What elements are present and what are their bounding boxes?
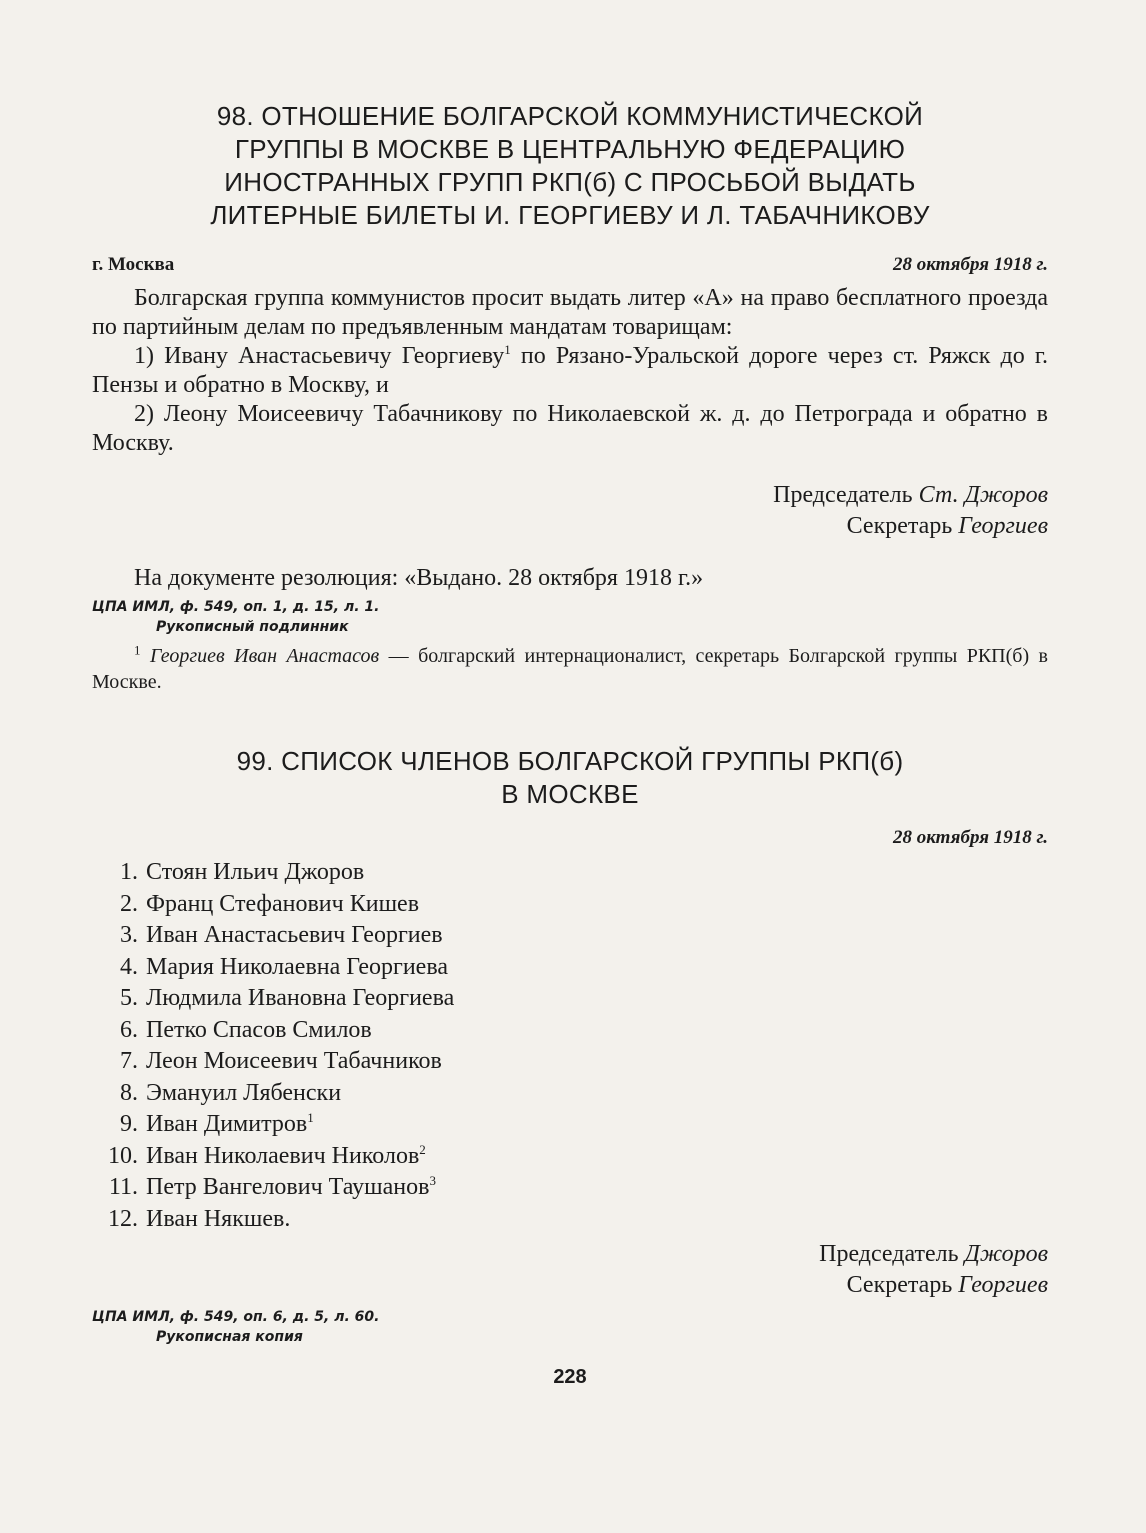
label: Секретарь	[846, 1272, 959, 1298]
footnote	[92, 643, 1048, 695]
place: г. Москва	[92, 254, 175, 275]
member-number: 7.	[120, 1048, 138, 1074]
member-number: 12.	[108, 1205, 138, 1232]
member-item	[104, 857, 1048, 889]
member-number: 6.	[120, 1016, 138, 1043]
footnote-ref: 1	[504, 342, 511, 357]
archive-note: Рукописная копия	[156, 1329, 303, 1345]
member-name: Иван Анастасьевич Георгиев	[146, 922, 443, 948]
doc98-body	[92, 284, 1048, 458]
page-number: 228	[553, 1366, 587, 1388]
member-name: Франц Стефанович Кишев	[146, 890, 420, 917]
doc99-signatures	[92, 1239, 1048, 1301]
member-item	[104, 1172, 1048, 1204]
title-line: ГРУППЫ В МОСКВЕ В ЦЕНТРАЛЬНУЮ ФЕДЕРАЦИЮ	[234, 134, 906, 164]
archive-note: Рукописный подлинник	[156, 619, 349, 635]
member-number: 3.	[120, 922, 138, 948]
label: Секретарь	[846, 513, 959, 539]
intro-paragraph: Болгарская группа коммунистов просит выдать литер «А» на право бесплатного проезда по партийным делам по предъявленным мандатам товарищам:	[92, 285, 1048, 340]
label: Председатель	[819, 1241, 965, 1267]
footnote-text: — болгарский интернационалист, секретарь Болгарской группы РКП(б) в Москве.	[92, 645, 1048, 693]
member-name: Стоян Ильич Джоров	[146, 859, 365, 885]
member-number: 8.	[120, 1079, 138, 1106]
date: 28 октября 1918 г.	[893, 254, 1048, 275]
archive-ref: ЦПА ИМЛ, ф. 549, оп. 1, д. 15, л. 1.	[92, 599, 380, 615]
member-name: Леон Моисеевич Табачников	[146, 1048, 442, 1074]
doc98-signatures	[92, 480, 1048, 542]
member-number: 10.	[108, 1142, 138, 1169]
title-line: ЛИТЕРНЫЕ БИЛЕТЫ И. ГЕОРГИЕВУ И Л. ТАБАЧНИКОВУ	[210, 200, 930, 230]
doc98-archive	[92, 597, 1048, 637]
member-item	[104, 1204, 1048, 1236]
member-item	[104, 889, 1048, 921]
member-name: Иван Някшев.	[146, 1205, 291, 1232]
page-column	[92, 0, 1048, 1409]
title-line: 99. СПИСОК ЧЛЕНОВ БОЛГАРСКОЙ ГРУППЫ РКП(б)	[236, 746, 904, 776]
footnote-ref: 1	[307, 1110, 314, 1125]
name: Георгиев	[958, 513, 1048, 539]
member-name: Иван Николаевич Николов	[146, 1142, 420, 1169]
label: Председатель	[773, 482, 919, 508]
footnote-number: 1	[134, 642, 141, 658]
member-name: Людмила Ивановна Георгиева	[146, 985, 455, 1011]
resolution: На документе резолюция: «Выдано. 28 октября 1918 г.»	[134, 565, 704, 591]
doc99-date	[92, 827, 1048, 849]
doc98-place-date	[92, 254, 1048, 276]
member-item	[104, 1015, 1048, 1047]
member-item	[104, 1109, 1048, 1141]
secretary-signature	[92, 1270, 1048, 1301]
name: Ст. Джоров	[918, 482, 1048, 508]
member-item	[104, 920, 1048, 952]
member-list	[92, 857, 1048, 1235]
doc99-title	[92, 745, 1048, 811]
member-number: 11.	[108, 1174, 138, 1200]
doc99-archive	[92, 1307, 1048, 1347]
member-item	[104, 983, 1048, 1015]
footnote-ref: 3	[429, 1173, 436, 1188]
member-item	[104, 1046, 1048, 1078]
chair-signature	[92, 1239, 1048, 1270]
item-1-text-cont: по Рязано-Уральской дороге через ст. Ряжск до г. Пензы и обратно в Москву, и	[92, 343, 1049, 398]
doc98-title	[92, 100, 1048, 232]
member-item	[104, 1078, 1048, 1110]
item-1-text: 1) Ивану Анастасьевичу Георгиеву	[134, 343, 505, 369]
member-number: 2.	[120, 890, 138, 917]
item-1	[92, 342, 1048, 400]
member-name: Иван Димитров	[146, 1111, 308, 1137]
title-line: ИНОСТРАННЫХ ГРУПП РКП(б) С ПРОСЬБОЙ ВЫДАТЬ	[224, 167, 916, 197]
member-item	[104, 952, 1048, 984]
member-name: Мария Николаевна Георгиева	[146, 953, 448, 980]
secretary-signature	[92, 511, 1048, 542]
member-number: 5.	[120, 985, 138, 1011]
title-line: В МОСКВЕ	[501, 779, 639, 809]
item-2: 2) Леону Моисеевичу Табачникову по Николаевской ж. д. до Петрограда и обратно в Москву.	[92, 401, 1048, 456]
member-number: 4.	[120, 953, 138, 980]
chair-signature	[92, 480, 1048, 511]
footnote-name: Георгиев Иван Анастасов	[149, 645, 380, 667]
member-number: 1.	[120, 859, 138, 885]
member-name: Петр Вангелович Таушанов	[146, 1174, 430, 1200]
member-number: 9.	[120, 1111, 138, 1137]
member-item	[104, 1141, 1048, 1173]
member-name: Петко Спасов Смилов	[146, 1016, 372, 1043]
footnote-ref: 2	[419, 1141, 426, 1157]
title-line: 98. ОТНОШЕНИЕ БОЛГАРСКОЙ КОММУНИСТИЧЕСКОЙ	[216, 101, 924, 131]
member-name: Эмануил Лябенски	[146, 1079, 342, 1106]
date: 28 октября 1918 г.	[893, 827, 1048, 848]
name: Джоров	[964, 1241, 1048, 1267]
name: Георгиев	[958, 1272, 1048, 1298]
archive-ref: ЦПА ИМЛ, ф. 549, оп. 6, д. 5, л. 60.	[92, 1309, 380, 1325]
